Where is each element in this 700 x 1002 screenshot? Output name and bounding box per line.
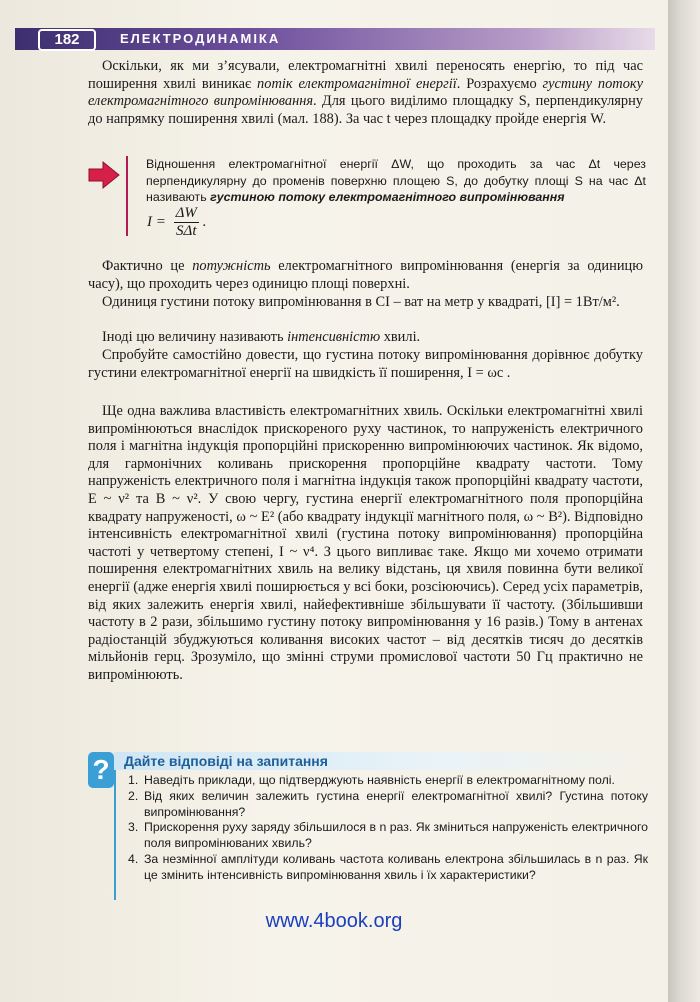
definition-text: Відношення електромагнітної енергії ΔW, що проходить за час Δt через перпендикулярну до променів поверхню площею S, до добутку площі S на час Δt називають густиною потоку електромагнітного випромінювання	[146, 157, 646, 204]
definition-arrow-icon	[87, 160, 121, 190]
page-edge	[668, 0, 700, 1002]
questions-title: Дайте відповіді на запитання	[124, 753, 328, 769]
paragraph-1: Оскільки, як ми з’ясували, електромагнітні хвилі переносять енергію, то під час поширення хвилі виникає потік електромагнітної енергії. Розрахуємо густину потоку електромагнітного випромінювання. Для цього виділимо площадку S, перпендикулярну до напрямку поширення хвилі (мал. 188). За час t через площадку пройде енергія W.	[88, 58, 644, 127]
paragraph-4: Іноді цю величину називають інтенсивністю хвилі.	[102, 329, 421, 345]
paragraph-2: Фактично це потужність електромагнітного випромінювання (енергія за одиницю часу), що проходить через одиницю площі поверхні.	[88, 258, 643, 292]
question-item: 3. Прискорення руху заряду збільшилося в n раз. Як зміниться напруженість електричного поля випромінюваних хвиль?	[128, 820, 648, 851]
chapter-header-bar	[15, 28, 655, 50]
chapter-title: ЕЛЕКТРОДИНАМІКА	[120, 31, 281, 46]
definition-bar	[126, 156, 128, 236]
questions-side-line	[114, 770, 116, 900]
question-item: 2. Від яких величин залежить густина енергії електромагнітної хвилі? Густина потоку випромінювання?	[128, 788, 648, 819]
paragraph-3: Одиниця густини потоку випромінювання в СІ – ват на метр у квадраті, [I] = 1Вт/м².	[102, 294, 620, 310]
question-item: 4. За незмінної амплітуди коливань частота коливань електрона збільшилась в n раз. Як це змінить інтенсивність випромінювання хвиль і їх характеристики?	[128, 851, 648, 882]
question-item: 1. Наведіть приклади, що підтверджують наявність енергії в електромагнітному полі.	[128, 773, 615, 787]
question-mark-icon: ?	[88, 752, 114, 788]
questions-list	[128, 773, 648, 884]
paragraph-6: Ще одна важлива властивість електромагнітних хвиль. Оскільки електромагнітні хвилі випромінюються внаслідок прискореного руху частинок, то напруженість електричного поля і магнітна індукція пропорційні прискоренню випромінюючих частинок. Як відомо, для гармонічних коливань прискорення пропорційне квадрату частоти. Тому напруженість електричного поля і магнітна індукція також пропорційні квадрату частоти, E ~ ν² та B ~ ν². У свою чергу, густина енергії електромагнітного поля пропорційна квадрату напруженості, ω ~ E² (або квадрату індукції магнітного поля, ω ~ B²). Відповідно інтенсивність електромагнітної хвилі (густина потоку випромінювання) пропорційна частоті у четвертому степені, I ~ ν⁴. З цього випливає таке. Якщо ми хочемо отримати поширення електромагнітних хвиль на велику відстань, ця хвиля повинна бути великої енергії (адже енергія хвилі поширюється у всі боки, розсіюючись). Серед усіх параметрів, від яких залежить енергія хвилі, найефективніше збільшувати її частоту. (Збільшивши частоту в 2 рази, збільшимо густину потоку випромінювання у 16 разів.) Тому в антенах радіостанцій збуджуються коливання високих частот – від десятків тисяч до десятків мільйонів герц. Зрозуміло, що змінні струми промислової частоти 50 Гц практично не випромінюють.	[88, 403, 643, 683]
page-number: 182	[38, 29, 96, 51]
paragraph-5: Спробуйте самостійно довести, що густина потоку випромінювання дорівнює добутку густини електромагнітної енергії на швидкість її поширення, I = ωc .	[88, 347, 643, 381]
definition-term: густиною потоку електромагнітного випромінювання	[210, 190, 565, 204]
intensity-formula: I = $\frac{\Delta W}{\text{SΔt}}$ .	[147, 205, 207, 239]
website-watermark: www.4book.org	[265, 910, 403, 932]
